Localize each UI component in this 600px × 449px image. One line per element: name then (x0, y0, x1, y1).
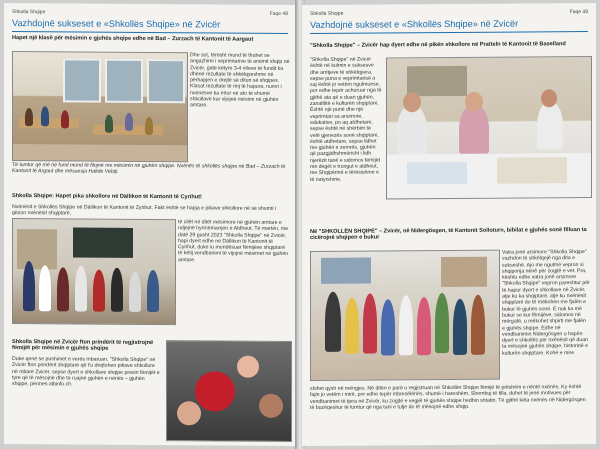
article1-caption: Të lumtur që më në fund mund të filojnë me mësimin në gjuhën shqipe. Nxënës të shkollës shqipe në Bad – Zurzach të Kantonit të Argaut dhe mësuesja Halide Vebiji. (12, 162, 286, 176)
article2-heading: Shkolla Shqipe: Hapet pika shkollore në Dällikon të Kantonit të Cyrihut! (12, 193, 202, 201)
nidergosgen-students-photo (310, 250, 500, 381)
article2-body: të cilët në ditët mësimore në gjuhën amtare e ndjejnë hyrmëmarrjen e Atdheut. Të martën, me datë 29 gusht 2023 "Shkolla Shqipe" në Zvicër, hapi dyert edhe në Dällikon të Kantonit të Cyrihut, duke iu mundësuar fëmijëve shqiptarë të këtij vendbanimi të vijojnë mësimet në gjuhën amtare. (178, 219, 289, 264)
article3-heading: Shkolla Shqipe në Zvicër fton prindërit të regjistrojnë fëmijët për mësimin e gjuhës shqipe (12, 339, 154, 353)
pratteln-class-photo (386, 56, 592, 199)
article1-heading: Hapet një klasë për mësimin e gjuhës shqipe edhe në Bad – Zurzach të Kantonit të Aargaut (12, 35, 254, 43)
left-header-publication: Shkolla Shqipe (12, 9, 46, 16)
right-article1-heading: "Shkolla Shqipe" – Zvicër hap dyert edhe në pikën shkollore në Pratteln të Kantonit të Baselland (310, 41, 566, 49)
article1-body: Dhe sot, tërësht mund të thuhet se angazhimi i veprimtarive të arsimit shqip në Zvicër, gatë këtyre 3-4 viteve të fundit ka dhënë rezultate të shkëlqyeshme në përhapjen e drejtë së dituri së shqipes. Klasat rezultate të rinj të hapura, numri i nxënësve ka rritur në ato të shumë shkollave kur vijojnë mësimi në gjuhën amtare. (190, 52, 290, 109)
children-group-photo (166, 340, 292, 442)
left-title-rule (12, 31, 288, 34)
right-header-publication: Shkolla Shqipe (310, 10, 344, 17)
right-header-page-number: Faqe 49 (569, 9, 588, 16)
right-title-rule (310, 31, 588, 34)
dallikon-class-photo (12, 218, 176, 325)
left-page (4, 3, 296, 446)
right-page-title: Vazhdojnë sukseset e «Shkollës Shqipe» në Zvicër (310, 18, 519, 30)
left-page-title: Vazhdojnë sukseset e «Shkollës Shqipe» në Zvicër (12, 18, 221, 30)
right-article2-tail: shihet qysh në mëngjes. Në ditën e parë u regjistruan në Shkollën Shqipe fëmijë të pritshëm e nëntë nxënës. Ky është fajin jo vetëm i mirë, por edhe tepër mbresëlënës, shumë i hareshëm. Shembuj të tilla, duhet të jenë motivues për vendbanimet të tjera në Zvicër, ku zogjtë e vegjël të gjuhës shqipe hedhin shtatin. Të gjithë këta nxënës në Nidergösgen të buzëqeshur të lumtur që nga tani e tutje do të mësojnë edhe shqip. (310, 384, 586, 411)
article2-lead: Nxënësit e Shkollës Shqipe në Dällikon të Kantonit të Zyrihut. Fakt është se hapja e pikave shkollore në së shumti i gëzon nxënësit shqiptarë, (12, 204, 277, 217)
right-article1-body: "Shkolla Shqipe" në Zvicër është në kulmin e suksesve dhe arritjeve të shkëlqyera, sepse puna e veprimtarisë a saj është jo vetëm ngulmuese, por edhe tepër achuruar nga të gjithë ata që e duan gjuhën, zanaltlitë e kulturën shqiptare. Është një punë dhe një veprimtari sa arsimore, edukative, po aq atdhetare, sepse është në shërbim të vetë gjenezës sonë shqiptare, është atdhetare, sepse lidhet me gjuhën e zemrës, gjuhën që pazgjidhshmërisht i lidh njerëzit tanë e sidomos fëmijët me degët e trungut e atdheut, me Shqipërinë e tërësishme e të natyrshme. (310, 56, 382, 183)
classroom-photo (12, 51, 188, 162)
right-article2-body: Vatra jonë arsimore "Shkolla Shqipe" vazhdon të shkëlqejë nga dita e sukseshë. Ajo me ngulmë vepron si shqiponja nëně për zogjtë e vet. Pra, kështu edhe vatra jonë arsimore "Shkolla Shqipe" vepron pareshtur për të hapur dyert e shkollave në Zvicër, atje ku ka shqiptarë, atje ku nxënësit shqiptarë do të mëkohen me fjalën e bukur të gjuhës sonë. E nuk ka më bukur se kur fëmijëve, sidomos në mërgatë, u mëkohet shpirti me fjalën e gjuhës shqipe. Edhe në vendbanimin Nidergösgen u hapën dyert e shkollës për nxënësit që duan ta mësojnë gjuhën shqipe, historinë e kulturën shqiptare. Kohë e mire (502, 249, 590, 357)
right-page (302, 3, 596, 446)
right-article2-heading: Në "SHKOLLËN SHQIPE" – Zvicër, në Nidergösgen, të Kantonit Solloturn, bibilat e gjuhës sonë filluan ta cicërojnë shqipen e bukur (310, 227, 587, 242)
left-header-page-number: Faqe 48 (269, 10, 288, 17)
article3-body: Duke qenë se pushimet e verës mbaruan, "Shkolla Shqipe" në Zvicër fton prindërit shqiptarë që t'u drejtohen pikave shkollore në mbarë Zvicër, sepse dyert e shkollave shqipe presin fëmijët e tyre që të mësojnë dhe ta ruajnë gjuhën e nënës – gjuhën shqipe, përmes albinfo.ch. (12, 356, 160, 388)
